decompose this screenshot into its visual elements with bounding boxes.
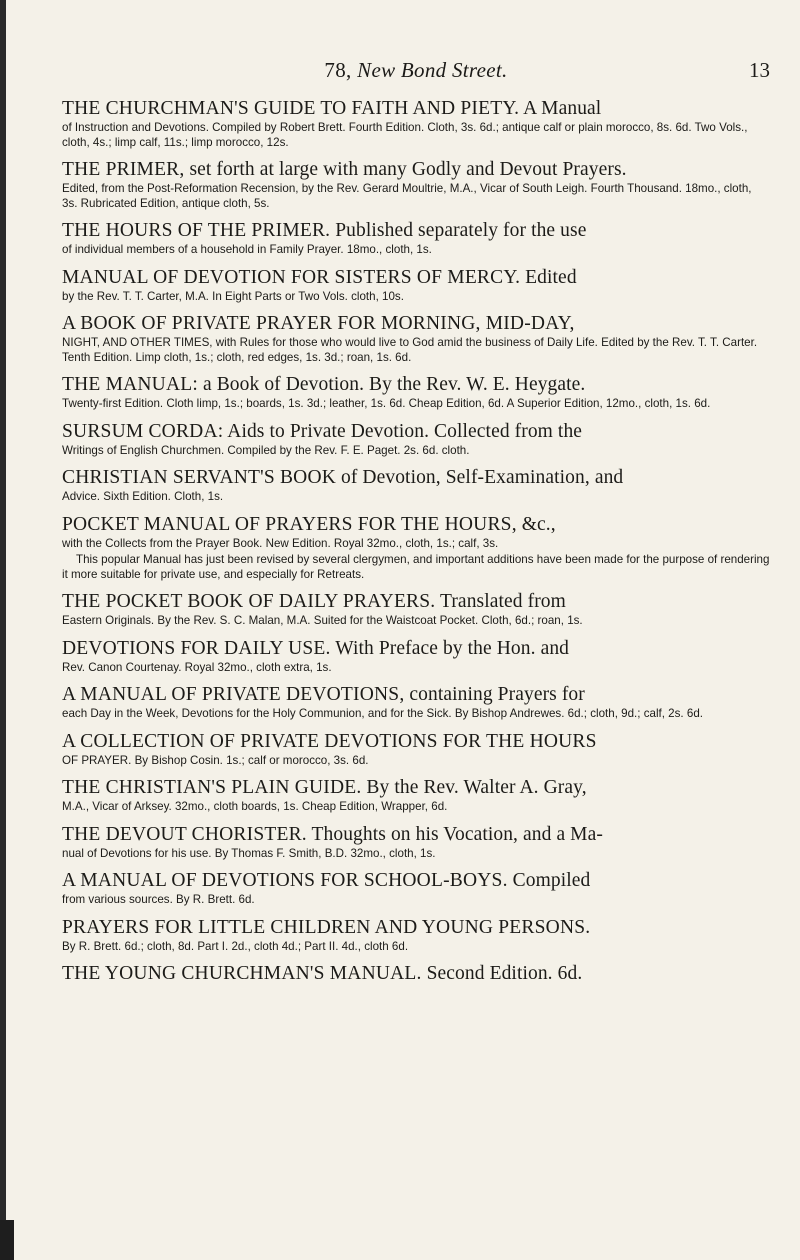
catalogue-entry [62,917,770,955]
entry-title-rest: A Manual [519,98,602,119]
entry-heading [62,963,770,985]
entry-heading [62,374,770,396]
entry-title-rest: Compiled [507,870,591,891]
street-number: 78, [324,58,352,82]
entry-title: MANUAL OF DEVOTION FOR SISTERS OF MERCY. [62,266,521,288]
entry-detail: of Instruction and Devotions. Compiled by Robert Brett. Fourth Edition. Cloth, 3s. 6d.; antique calf or plain morocco, 8s. 6d. Two Vols., cloth, 4s.; limp calf, 11s.; limp morocco, 12s. [62,121,748,149]
entry-title-rest: With Preface by the Hon. and [330,637,570,659]
entry-heading [62,467,770,489]
entry-detail: NIGHT, AND OTHER TIMES, with Rules for those who would live to God amid the business of Daily Life. Edited by the Rev. T. T. Carter. Tenth Edition. Limp cloth, 1s.; cloth, red edges, 1s. 3d.; roan, 1s. 6d. [62,336,758,364]
entry-title: A BOOK OF PRIVATE PRAYER FOR MORNING, MID-DAY, [62,313,575,334]
entry-detail: by the Rev. T. T. Carter, M.A. In Eight Parts or Two Vols. cloth, 10s. [62,289,404,303]
catalogue-entry [62,374,770,412]
entry-detail: of individual members of a household in Family Prayer. 18mo., cloth, 1s. [62,243,432,256]
entry-heading [62,267,770,289]
catalogue-entry [62,777,770,815]
entry-title-rest: of Devotion, Self-Examination, and [336,467,624,488]
entry-detail: Rev. Canon Courtenay. Royal 32mo., cloth extra, 1s. [62,660,332,674]
entry-detail: Advice. Sixth Edition. Cloth, 1s. [62,490,224,503]
entry-detail: Eastern Originals. By the Rev. S. C. Malan, M.A. Suited for the Waistcoat Pocket. Cloth, 6d.; roan, 1s. [62,614,583,627]
entry-detail: By R. Brett. 6d.; cloth, 8d. Part I. 2d., cloth 4d.; Part II. 4d., cloth 6d. [62,939,409,953]
entry-title: A MANUAL OF DEVOTIONS FOR SCHOOL-BOYS. [62,870,508,891]
entry-title: THE CHRISTIAN'S PLAIN GUIDE. [62,777,362,798]
catalogue-entry [62,313,770,365]
entry-title-rest: By the Rev. Walter A. Gray, [361,777,587,798]
entry-heading [62,777,770,799]
entry-heading [62,638,770,660]
entry-heading [62,313,770,335]
page-edge-shadow [0,0,6,1260]
entry-heading [62,220,770,242]
entry-title: THE POCKET BOOK OF DAILY PRAYERS. [62,591,436,612]
catalogue-entry [62,467,770,505]
entry-title: A MANUAL OF PRIVATE DEVOTIONS, [62,684,405,705]
entry-title: THE YOUNG CHURCHMAN'S MANUAL. [62,963,422,984]
catalogue-entry [62,514,770,583]
catalogue-entry [62,870,770,908]
entry-title-rest: Second Edition. 6d. [421,963,583,984]
entry-title: DEVOTIONS FOR DAILY USE. [62,637,331,659]
catalogue-entry [62,638,770,676]
entry-detail: OF PRAYER. By Bishop Cosin. 1s.; calf or morocco, 3s. 6d. [62,753,369,767]
entry-title: PRAYERS FOR LITTLE CHILDREN AND YOUNG PERSONS. [62,916,591,938]
entry-title: THE DEVOUT CHORISTER. [62,823,307,845]
entry-list [62,98,770,994]
catalogue-entry [62,963,770,985]
entry-title: THE HOURS OF THE PRIMER. [62,220,331,241]
catalogue-entry [62,824,770,862]
entry-title: CHRISTIAN SERVANT'S BOOK [62,467,337,488]
page-number: 13 [749,58,770,82]
catalogue-entry [62,684,770,722]
entry-title: POCKET MANUAL OF PRAYERS FOR THE HOURS, [62,513,517,535]
entry-heading [62,731,770,753]
entry-heading [62,917,770,939]
entry-heading [62,98,770,120]
entry-title-rest: &c., [516,513,556,535]
catalogue-entry [62,267,770,305]
entry-detail: each Day in the Week, Devotions for the Holy Communion, and for the Sick. By Bishop Andrewes. 6d.; cloth, 9d.; calf, 2s. 6d. [62,707,703,720]
running-head [62,58,770,86]
entry-title-rest: containing Prayers for [404,684,585,705]
entry-title: THE PRIMER, [62,159,185,180]
entry-title: THE MANUAL: [62,374,198,395]
entry-detail: with the Collects from the Prayer Book. New Edition. Royal 32mo., cloth, 1s.; calf, 3s. [62,536,499,550]
entry-title-rest: Thoughts on his Vocation, and a Ma- [306,823,603,845]
entry-title-rest: a Book of Devotion. By the Rev. W. E. Heygate. [197,374,586,395]
entry-title-rest: Aids to Private Devotion. Collected from the [223,420,583,442]
entry-title: THE CHURCHMAN'S GUIDE TO FAITH AND PIETY. [62,98,520,119]
catalogue-entry [62,731,770,769]
entry-note: This popular Manual has just been revised by several clergymen, and important additions have been made for the purpose of rendering it more suitable for private use, and especially for Retreats. [62,553,770,581]
entry-heading [62,824,770,846]
entry-heading [62,514,770,536]
entry-heading [62,159,770,181]
running-head-address [62,58,770,83]
entry-heading [62,870,770,892]
entry-heading [62,684,770,706]
entry-title-rest: Edited [520,266,577,288]
entry-detail: Edited, from the Post-Reformation Recension, by the Rev. Gerard Moultrie, M.A., Vicar of South Leigh. Fourth Thousand. 18mo., cloth, 3s. Rubricated Edition, antique cloth, 5s. [62,182,752,210]
catalogue-entry [62,591,770,629]
entry-detail: M.A., Vicar of Arksey. 32mo., cloth boards, 1s. Cheap Edition, Wrapper, 6d. [62,800,448,813]
entry-detail: from various sources. By R. Brett. 6d. [62,893,255,906]
catalogue-entry [62,159,770,211]
entry-detail: Twenty-first Edition. Cloth limp, 1s.; boards, 1s. 3d.; leather, 1s. 6d. Cheap Edition, 6d. A Superior Edition, 12mo., cloth, 1s. 6d. [62,397,711,410]
entry-detail: Writings of English Churchmen. Compiled by the Rev. F. E. Paget. 2s. 6d. cloth. [62,443,470,457]
street-name: New Bond Street. [357,58,508,82]
page-edge-corner [0,1220,14,1260]
catalogue-entry [62,98,770,150]
catalogue-entry [62,421,770,459]
entry-title-rest: set forth at large with many Godly and Devout Prayers. [184,159,627,180]
entry-detail: nual of Devotions for his use. By Thomas F. Smith, B.D. 32mo., cloth, 1s. [62,846,436,860]
entry-heading [62,421,770,443]
entry-title-rest: Published separately for the use [330,220,587,241]
entry-title: A COLLECTION OF PRIVATE DEVOTIONS FOR THE HOURS [62,730,597,752]
entry-title-rest: Translated from [435,591,566,612]
entry-heading [62,591,770,613]
catalogue-entry [62,220,770,258]
entry-title: SURSUM CORDA: [62,420,224,442]
